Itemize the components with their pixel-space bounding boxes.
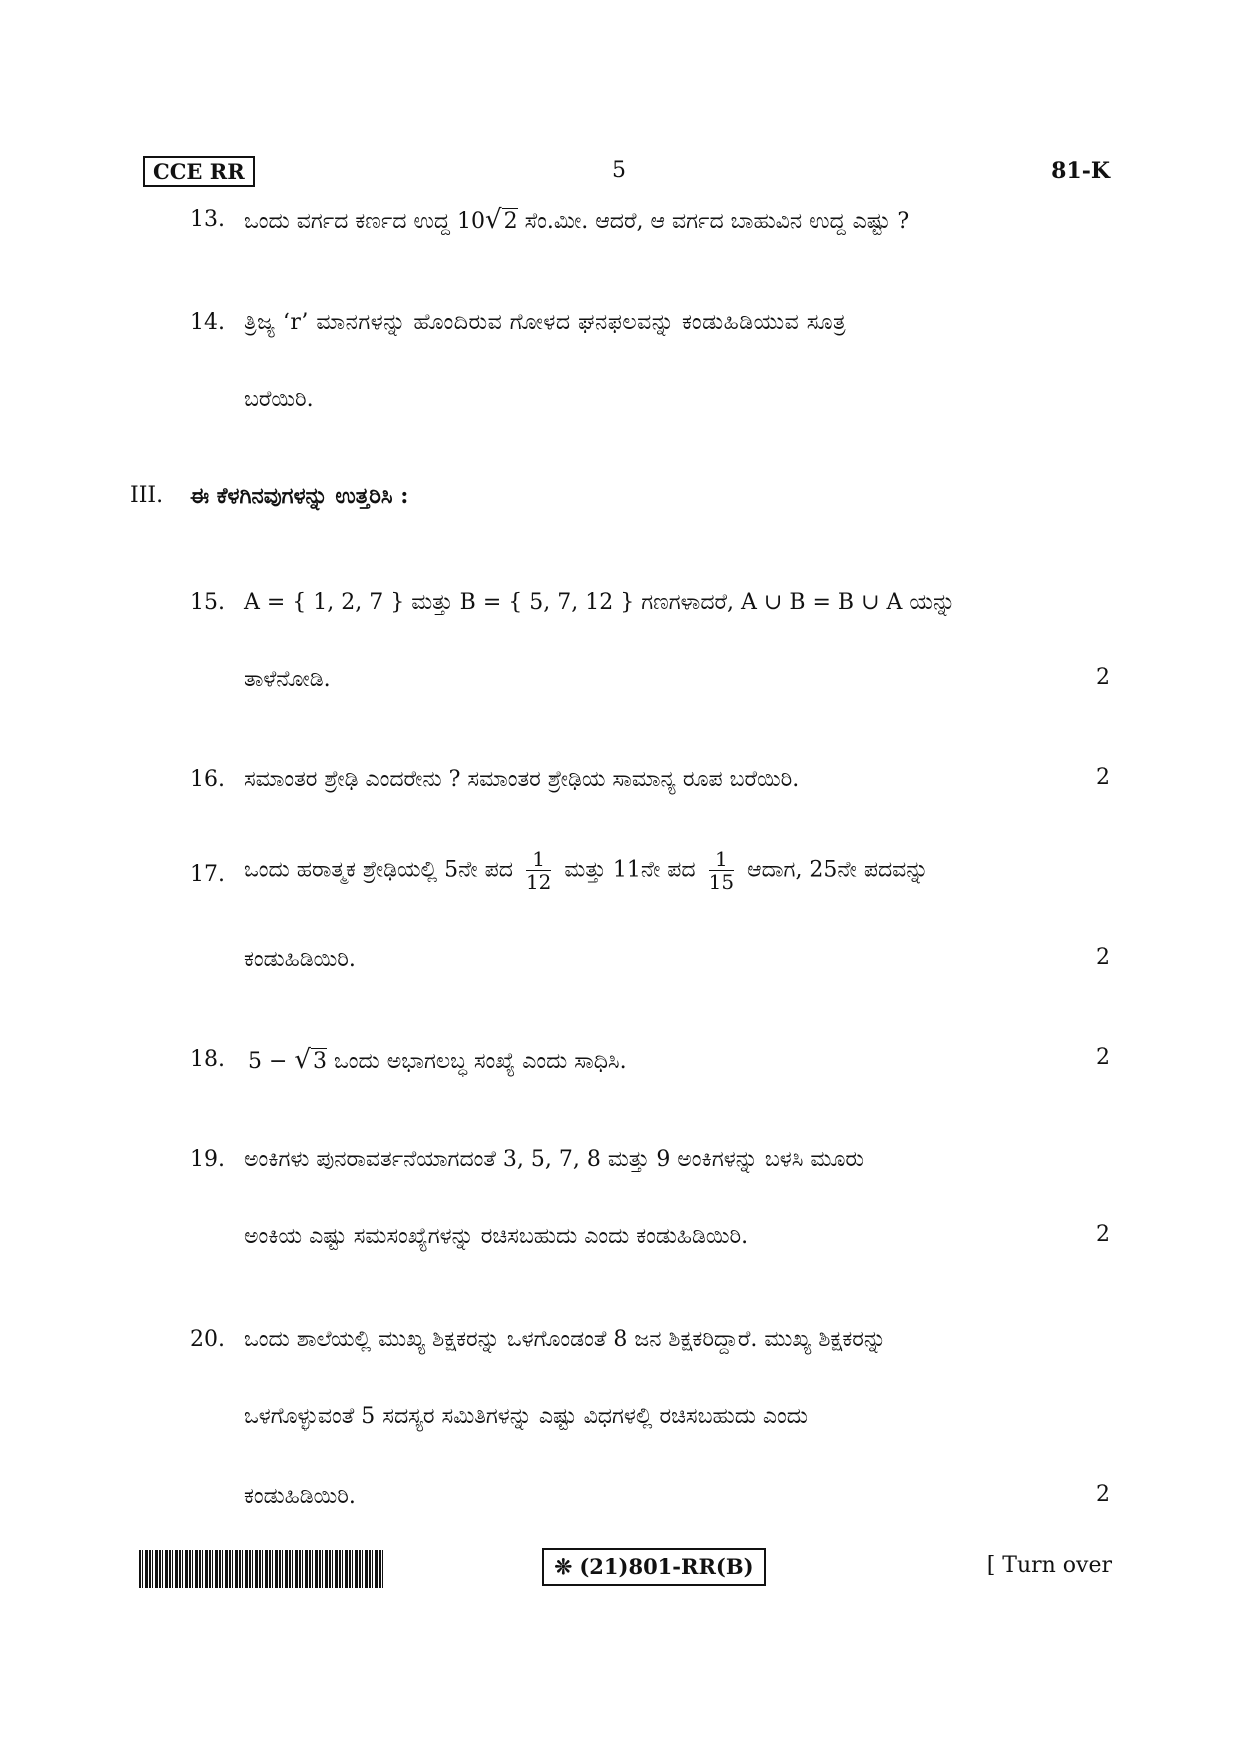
- question-number: 20.: [190, 1327, 225, 1352]
- question-number: 18.: [190, 1047, 225, 1072]
- question-number: 15.: [190, 590, 225, 615]
- marks: 2: [1096, 1482, 1110, 1507]
- barcode: [139, 1550, 383, 1588]
- marks: 2: [1096, 945, 1110, 970]
- question-text: ಒಂದು ಹರಾತ್ಮಕ ಶ್ರೇಢಿಯಲ್ಲಿ 5ನೇ ಪದ $\frac{1}{12}$ ಮತ್ತು 11ನೇ ಪದ $\frac{1}{15}$ ಆದಾಗ, 25ನೇ ಪದವನ್ನು: [244, 847, 929, 894]
- page-number: 5: [612, 158, 626, 183]
- question-text: ಅಂಕಿಗಳು ಪುನರಾವರ್ತನೆಯಾಗದಂತೆ 3, 5, 7, 8 ಮತ್ತು 9 ಅಂಕಿಗಳನ್ನು ಬಳಸಿ ಮೂರು: [244, 1147, 864, 1172]
- question-number: 13.: [190, 207, 225, 232]
- question-number: 14.: [190, 310, 225, 335]
- question-number: 16.: [190, 767, 225, 792]
- question-20-continuation-2: ಕಂಡುಹಿಡಿಯಿರಿ.: [244, 1484, 356, 1509]
- marks: 2: [1096, 765, 1110, 790]
- paper-code: 81-K: [1051, 158, 1110, 184]
- question-text: ತ್ರಿಜ್ಯ ‘r’ ಮಾನಗಳನ್ನು ಹೊಂದಿರುವ ಗೋಳದ ಘನಫಲವನ್ನು ಕಂಡುಹಿಡಿಯುವ ಸೂತ್ರ: [244, 310, 847, 335]
- question-17-continuation: ಕಂಡುಹಿಡಿಯಿರಿ.: [244, 947, 356, 972]
- marks: 2: [1096, 1222, 1110, 1247]
- section-title: ಈ ಕೆಳಗಿನವುಗಳನ್ನು ಉತ್ತರಿಸಿ :: [190, 483, 409, 509]
- header-left-code: CCE RR: [143, 156, 255, 187]
- question-20-continuation-1: ಒಳಗೊಳ್ಳುವಂತೆ 5 ಸದಸ್ಯರ ಸಮಿತಿಗಳನ್ನು ಎಷ್ಟು ವಿಧಗಳಲ್ಲಿ ರಚಿಸಬಹುದು ಎಂದು: [244, 1404, 808, 1429]
- question-text: ಸಮಾಂತರ ಶ್ರೇಢಿ ಎಂದರೇನು ? ಸಮಾಂತರ ಶ್ರೇಢಿಯ ಸಾಮಾನ್ಯ ರೂಪ ಬರೆಯಿರಿ.: [244, 767, 800, 792]
- question-text: 5 − √3 ಒಂದು ಅಭಾಗಲಬ್ಧ ಸಂಖ್ಯೆ ಎಂದು ಸಾಧಿಸಿ.: [248, 1045, 627, 1075]
- question-15-continuation: ತಾಳೆನೋಡಿ.: [244, 667, 331, 692]
- question-text: ಒಂದು ಶಾಲೆಯಲ್ಲಿ ಮುಖ್ಯ ಶಿಕ್ಷಕರನ್ನು ಒಳಗೊಂಡಂತೆ 8 ಜನ ಶಿಕ್ಷಕರಿದ್ದಾರೆ. ಮುಖ್ಯ ಶಿಕ್ಷಕರನ್ನು: [244, 1327, 887, 1352]
- question-number: 19.: [190, 1147, 225, 1172]
- marks: 2: [1096, 665, 1110, 690]
- question-19-continuation: ಅಂಕಿಯ ಎಷ್ಟು ಸಮಸಂಖ್ಯೆಗಳನ್ನು ರಚಿಸಬಹುದು ಎಂದು ಕಂಡುಹಿಡಿಯಿರಿ.: [244, 1224, 749, 1249]
- question-14-continuation: ಬರೆಯಿರಿ.: [244, 387, 314, 412]
- turn-over-label: [ Turn over: [986, 1553, 1112, 1578]
- question-text: A = { 1, 2, 7 } ಮತ್ತು B = { 5, 7, 12 } ಗಣಗಳಾದರೆ, A ∪ B = B ∪ A ಯನ್ನು: [244, 590, 956, 615]
- section-number: III.: [130, 483, 164, 508]
- marks: 2: [1096, 1045, 1110, 1070]
- fraction-1-12: $\frac{1}{12}$: [525, 847, 552, 894]
- paper-serial-code: ❊ (21)801-RR(B): [542, 1548, 766, 1586]
- question-number: 17.: [190, 862, 225, 887]
- fraction-1-15: $\frac{1}{15}$: [708, 847, 735, 894]
- question-text: ಒಂದು ವರ್ಗದ ಕರ್ಣದ ಉದ್ದ 10√2 ಸೆಂ.ಮೀ. ಆದರೆ, ಆ ವರ್ಗದ ಬಾಹುವಿನ ಉದ್ದ ಎಷ್ಟು ?: [244, 205, 910, 235]
